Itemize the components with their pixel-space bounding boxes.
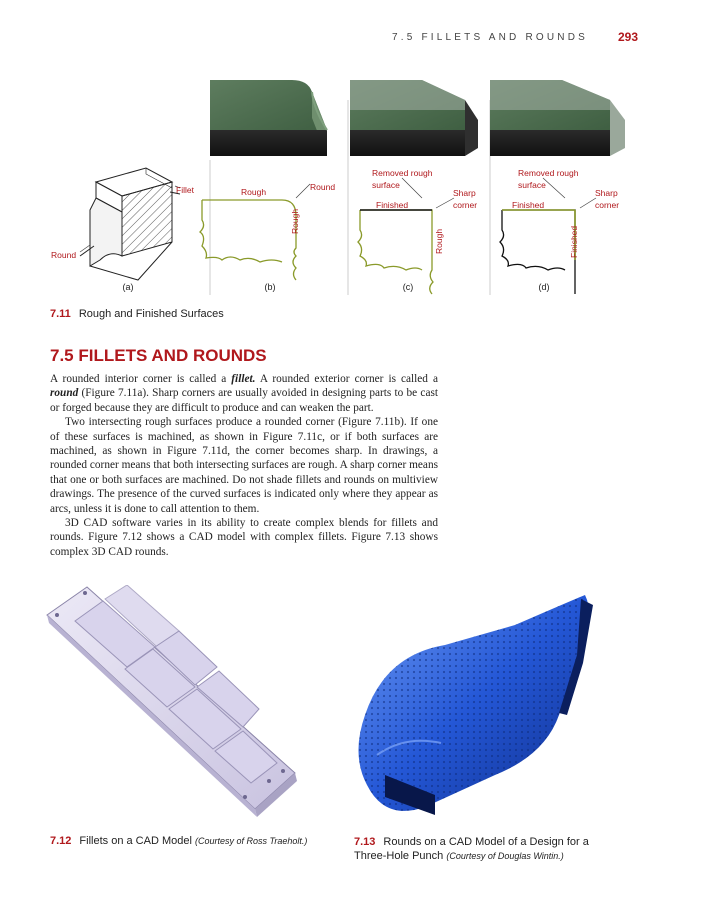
figure-7-12-cad-plate	[45, 585, 315, 825]
sublabel-c: (c)	[402, 282, 414, 292]
section-heading: 7.5 FILLETS AND ROUNDS	[50, 346, 267, 365]
label-finished-side-d: Finished	[569, 225, 579, 258]
term-round: round	[50, 387, 79, 400]
label-rough-side-b: Rough	[290, 208, 300, 234]
paragraph-1: A rounded interior corner is called a fillet. A rounded exterior corner is called a round (Figure 7.11a). Sharp corners are usually avoided in designing parts to be cast or forged because they are difficult to produce and can weaken the part.	[50, 373, 438, 414]
caption-7-12-text: Fillets on a CAD Model	[79, 835, 192, 847]
sublabel-b: (b)	[264, 282, 276, 292]
page-number: 293	[617, 30, 638, 44]
label-removed-d-2: surface	[518, 180, 546, 190]
section-body	[50, 372, 438, 559]
running-header	[0, 30, 640, 50]
caption-7-11-number: 7.11	[50, 308, 71, 320]
caption-7-13-text-1: Rounds on a CAD Model of a Design for a	[383, 836, 589, 848]
label-removed-c-1: Removed rough	[372, 168, 433, 178]
label-round-b: Round	[310, 182, 336, 192]
caption-7-13	[354, 835, 654, 863]
figure-7-13-hole-punch	[345, 585, 625, 825]
caption-7-13-text-2: Three-Hole Punch	[354, 850, 444, 862]
label-finished-d: Finished	[512, 200, 545, 210]
label-sharp-d-2: corner	[595, 200, 620, 210]
sublabel-a: (a)	[122, 282, 134, 292]
caption-7-13-number: 7.13	[354, 836, 376, 848]
label-fillet: Fillet	[176, 185, 194, 195]
block-b-rounded	[210, 80, 327, 156]
block-c-finished-top	[350, 80, 478, 156]
caption-7-12-number: 7.12	[50, 835, 72, 847]
paragraph-2: Two intersecting rough surfaces produce a rounded corner (Figure 7.11b). If one of these surfaces is machined, as shown in Figure 7.11c, or if both surfaces are machined, as shown in Figure 7.11d, the corner becomes sharp. In drawings, a rounded corner means that both intersecting surfaces are rough. A sharp corner means that one or both surfaces are machined. Do not shade fillets and rounds on multiview drawings. The presence of the curved surfaces is indicated only where they appear as arcs, unless it is done to call attention to them.	[50, 416, 438, 515]
label-sharp-c-1: Sharp	[453, 188, 476, 198]
label-removed-c-2: surface	[372, 180, 400, 190]
caption-7-12-credit: (Courtesy of Ross Traeholt.)	[194, 836, 308, 846]
label-removed-d-1: Removed rough	[518, 168, 579, 178]
figure-7-11	[50, 70, 650, 310]
block-a-isometric	[80, 168, 180, 280]
paragraph-3: 3D CAD software varies in its ability to create complex blends for fillets and rounds. Figure 7.12 shows a CAD model with complex fillets. Figure 7.13 shows complex 3D CAD rounds.	[50, 517, 438, 558]
label-round-a: Round	[51, 250, 77, 260]
caption-7-11-text: Rough and Finished Surfaces	[78, 308, 224, 320]
label-rough-top-b: Rough	[241, 187, 267, 197]
label-finished-c: Finished	[376, 200, 409, 210]
figure-7-11-art	[50, 70, 650, 305]
profile-b	[200, 200, 296, 280]
caption-7-11	[50, 308, 224, 320]
sublabel-d: (d)	[538, 282, 550, 292]
caption-7-13-credit: (Courtesy of Douglas Wintin.)	[446, 851, 564, 861]
label-sharp-c-2: corner	[453, 200, 478, 210]
running-head: 7.5 FILLETS AND ROUNDS	[392, 32, 588, 43]
label-rough-side-c: Rough	[434, 228, 444, 254]
label-sharp-d-1: Sharp	[595, 188, 618, 198]
term-fillet: fillet.	[231, 373, 256, 385]
caption-7-12	[50, 835, 340, 847]
block-d-finished-both	[490, 80, 625, 156]
